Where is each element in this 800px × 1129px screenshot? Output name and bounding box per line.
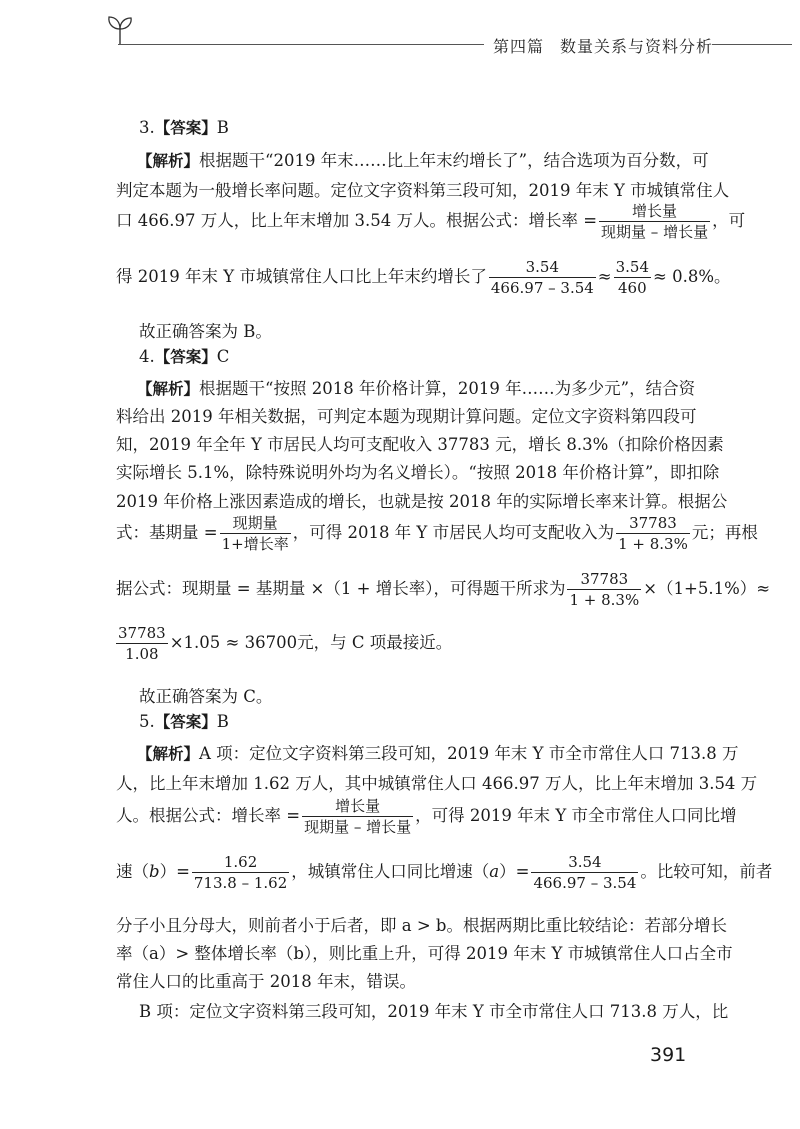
q4-analysis-line-2: 料给出 2019 年相关数据，可判定本题为现期计算问题。定位文字资料第四段可 [116,407,697,426]
q5-answer-line: 5.【答案】B [139,712,229,731]
growth-rate-formula: $\frac{\text{增长量}}{\text{现期量 – 增长量}}$ [601,202,709,241]
q4-conclusion: 故正确答案为 C。 [139,687,273,706]
header-title: 数量关系与资料分析 [560,37,714,56]
q5-analysis-line-7: 常住人口的比重高于 2018 年末，错误。 [116,972,416,991]
q5-analysis-line-6: 率（a）> 整体增长率（b），则比重上升，可得 2019 年末 Y 市城镇常住人口占全市 [116,944,733,963]
q4-analysis-line-6: 式：基期量 = $\frac{\text{现期量}}{\text{1+增长率}}$ ，可得 2018 年 Y 市居民人均可支配收入为 $\frac{37783}{1 + 8.3\%}$ 元；再根 [116,514,758,553]
q3-answer-line: 3.【答案】B [139,118,229,137]
q3-conclusion: 故正确答案为 B。 [139,322,272,341]
q5-option-b-line: B 项：定位文字资料第三段可知，2019 年末 Y 市全市常住人口 713.8 万人，比 [139,1002,729,1021]
header-rule-left [118,44,484,45]
q4-answer-line: 4.【答案】C [139,347,230,366]
q5-analysis-line-1: 【解析】A 项：定位文字资料第三段可知，2019 年末 Y 市全市常住人口 713.8 万 [137,744,739,763]
sprout-icon [105,14,135,46]
q3-analysis-line-4: 得 2019 年末 Y 市城镇常住人口比上年末约增长了 $\frac{3.54}{466.97 - 3.54}$ ≈ $\frac{3.54}{460}$ ≈ 0.8%。 [116,258,731,297]
q3-analysis-line-2: 判定本题为一般增长率问题。定位文字资料第三段可知，2019 年末 Y 市城镇常住人 [116,181,730,200]
q4-analysis-line-5: 2019 年价格上涨因素造成的增长，也就是按 2018 年的实际增长率来计算。根据公 [116,492,728,511]
q5-analysis-line-3: 人。根据公式：增长率 = $\frac{\text{增长量}}{\text{现期量 – 增长量}}$ ，可得 2019 年末 Y 市全市常住人口同比增 [116,797,737,836]
base-period-formula: $\frac{\text{现期量}}{\text{1+增长率}}$ [221,514,289,553]
q5-analysis-line-2: 人，比上年末增加 1.62 万人，其中城镇常住人口 466.97 万人，比上年末增加 3.54 万 [116,774,758,793]
header-rule-right [712,44,792,45]
q5-analysis-line-5: 分子小且分母大，则前者小于后者，即 a > b。根据两期比重比较结论：若部分增长 [116,916,727,935]
q4-analysis-line-1: 【解析】根据题干“按照 2018 年价格计算，2019 年……为多少元”，结合资 [137,379,696,398]
q3-analysis-line-3: 口 466.97 万人，比上年末增加 3.54 万人。根据公式：增长率 = $\frac{\text{增长量}}{\text{现期量 – 增长量}}$ ，可 [116,202,746,241]
q4-analysis-line-8: $\frac{37783}{1.08}$ ×1.05 ≈ 36700元，与 C 项最接近。 [118,624,453,663]
running-header [493,34,713,57]
header-part: 第四篇 [493,37,545,56]
q4-analysis-line-3: 知，2019 年全年 Y 市居民人均可支配收入 37783 元，增长 8.3%（扣除价格因素 [116,435,724,454]
q4-analysis-line-4: 实际增长 5.1%，除特殊说明外均为名义增长）。“按照 2018 年价格计算”，即扣除 [116,463,720,482]
q3-analysis-line-1: 【解析】根据题干“2019 年末……比上年末约增长了”，结合选项为百分数，可 [137,151,709,170]
q5-analysis-line-4: 速（b）= $\frac{1.62}{713.8 - 1.62}$ ，城镇常住人口同比增速（a）= $\frac{3.54}{466.97 - 3.54}$ 。比较可知，前者 [116,853,773,892]
page-number: 391 [650,1044,687,1066]
q4-analysis-line-7: 据公式：现期量 = 基期量 ×（1 + 增长率），可得题干所求为 $\frac{37783}{1 + 8.3\%}$ ×（1+5.1%）≈ [116,570,771,609]
